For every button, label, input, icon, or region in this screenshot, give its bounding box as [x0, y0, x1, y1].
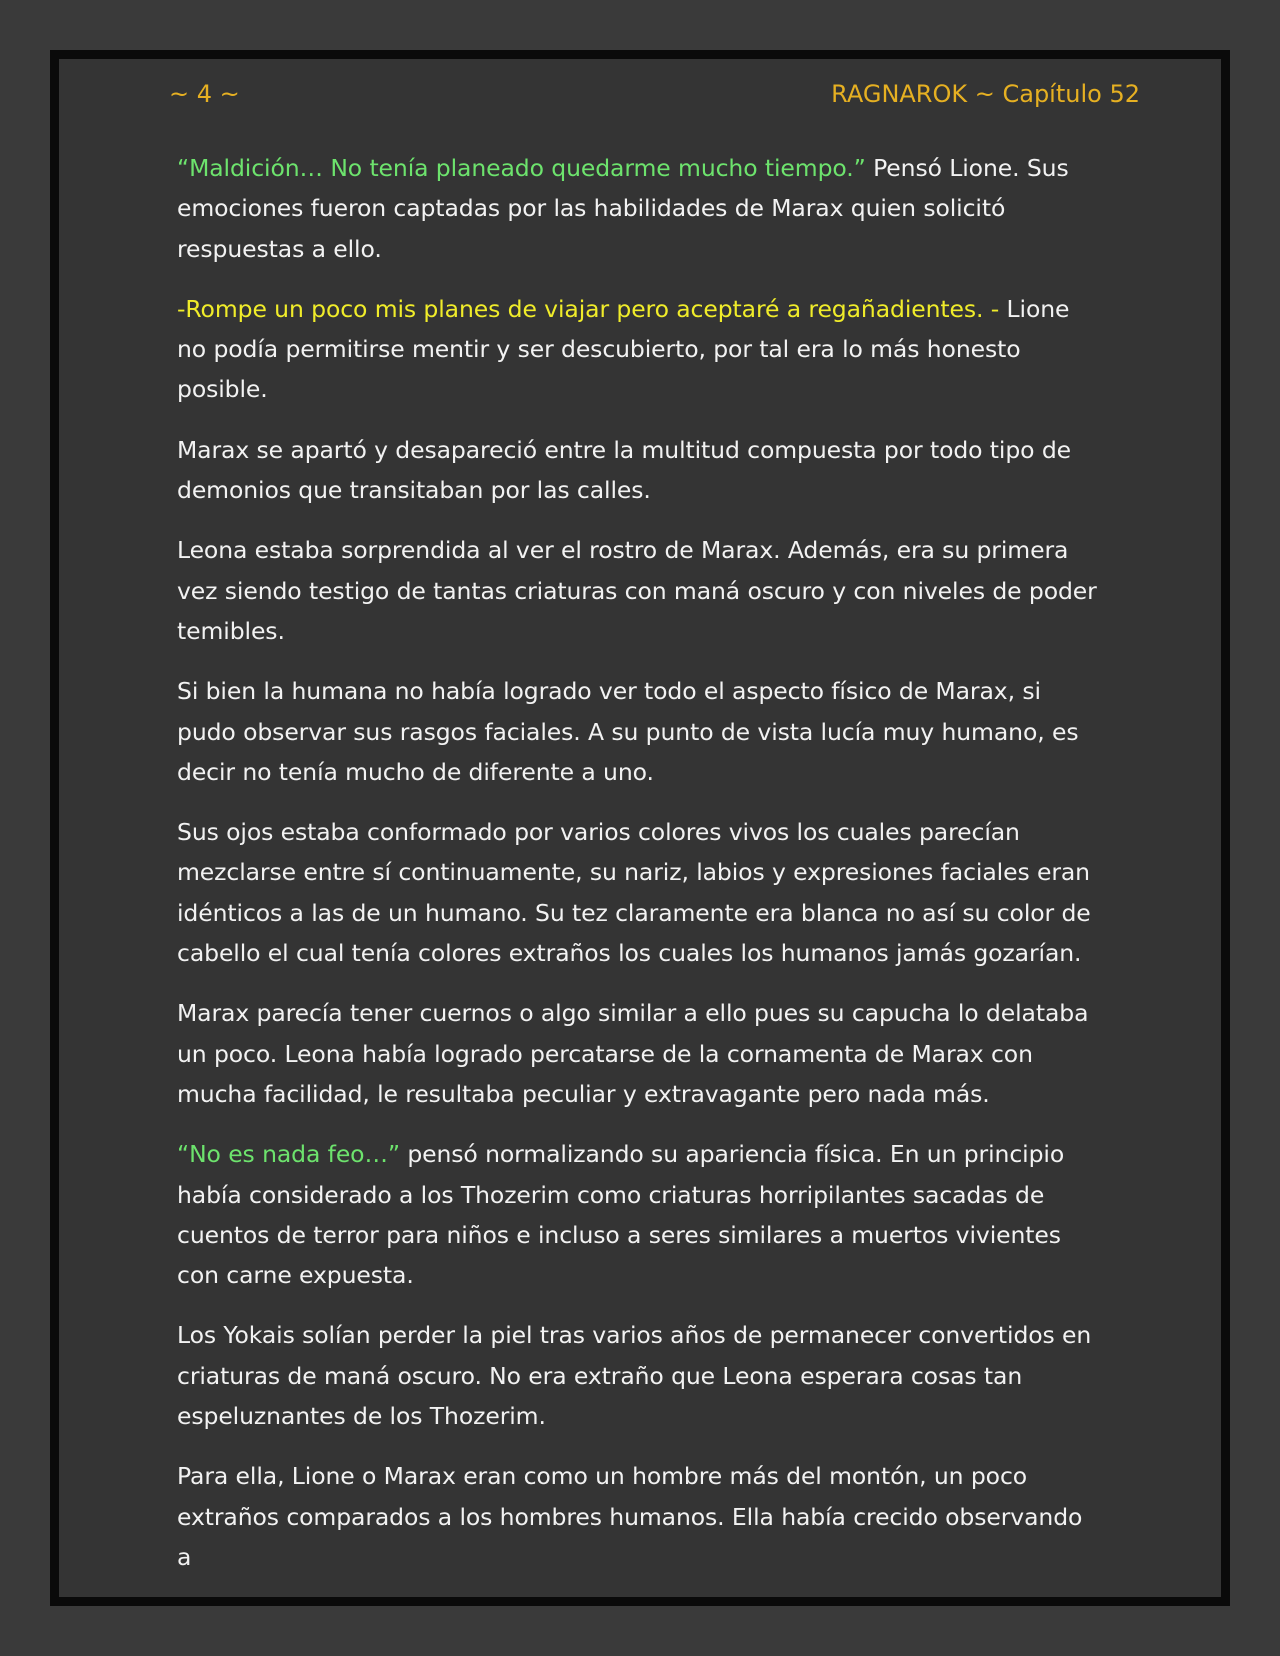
chapter-title: RAGNAROK ~ Capítulo 52: [831, 80, 1140, 108]
narration-text: Marax parecía tener cuernos o algo similar a ello pues su capucha lo delataba un poco. Leona había logrado percatarse de la cornamenta de Marax con mucha facilidad, le resultaba peculiar y extravagante pero nada más.: [177, 999, 1089, 1108]
paragraph: [177, 430, 1101, 511]
paragraph: [177, 671, 1101, 792]
narration-text: Sus ojos estaba conformado por varios colores vivos los cuales parecían mezclarse entre sí continuamente, su nariz, labios y expresiones faciales eran idénticos a las de un humano. Su tez claramente era blanca no así su color de cabello el cual tenía colores extraños los cuales los humanos jamás gozarían.: [177, 818, 1091, 968]
narration-text: Lione no podía permitirse mentir y ser descubierto, por tal era lo más honesto posible.: [177, 294, 1070, 404]
thought-text: “No es nada feo…”: [177, 1140, 400, 1169]
narration-text: pensó normalizando su apariencia física. En un principio había considerado a los Thozerim como criaturas horripilantes sacadas de cuentos de terror para niños e incluso a seres similares a muertos vivientes con carne expuesta.: [177, 1140, 1065, 1290]
story-text: [177, 148, 1101, 1597]
narration-text: Pensó Lione. Sus emociones fueron captadas por las habilidades de Marax quien solicitó respuestas a ello.: [177, 154, 1069, 263]
paragraph: [177, 1134, 1101, 1295]
paragraph: [177, 993, 1101, 1114]
paragraph: [177, 530, 1101, 651]
paragraph: [177, 1456, 1101, 1577]
dialogue-text: -Rompe un poco mis planes de viajar pero aceptaré a regañadientes. -: [177, 294, 1000, 323]
thought-text: “Maldición… No tenía planeado quedarme mucho tiempo.”: [177, 154, 866, 182]
page-header: [169, 78, 1140, 110]
narration-text: Marax se apartó y desapareció entre la multitud compuesta por todo tipo de demonios que transitaban por las calles.: [177, 435, 1071, 505]
narration-text: Si bien la humana no había logrado ver todo el aspecto físico de Marax, si pudo observar sus rasgos faciales. A su punto de vista lucía muy humano, es decir no tenía mucho de diferente a uno.: [177, 677, 1079, 786]
paragraph: [177, 812, 1101, 973]
narration-text: Los Yokais solían perder la piel tras varios años de permanecer convertidos en criaturas de maná oscuro. No era extraño que Leona esperara cosas tan espeluznantes de los Thozerim.: [177, 1321, 1092, 1431]
page-number: ~ 4 ~: [169, 80, 240, 108]
paragraph: [177, 289, 1101, 410]
paragraph: [177, 1315, 1101, 1436]
paragraph: [177, 148, 1101, 269]
narration-text: Leona estaba sorprendida al ver el rostro de Marax. Además, era su primera vez siendo testigo de tantas criaturas con maná oscuro y con niveles de poder temibles.: [177, 536, 1097, 645]
narration-text: Para ella, Lione o Marax eran como un hombre más del montón, un poco extraños comparados a los hombres humanos. Ella había crecido observando a: [177, 1462, 1083, 1571]
